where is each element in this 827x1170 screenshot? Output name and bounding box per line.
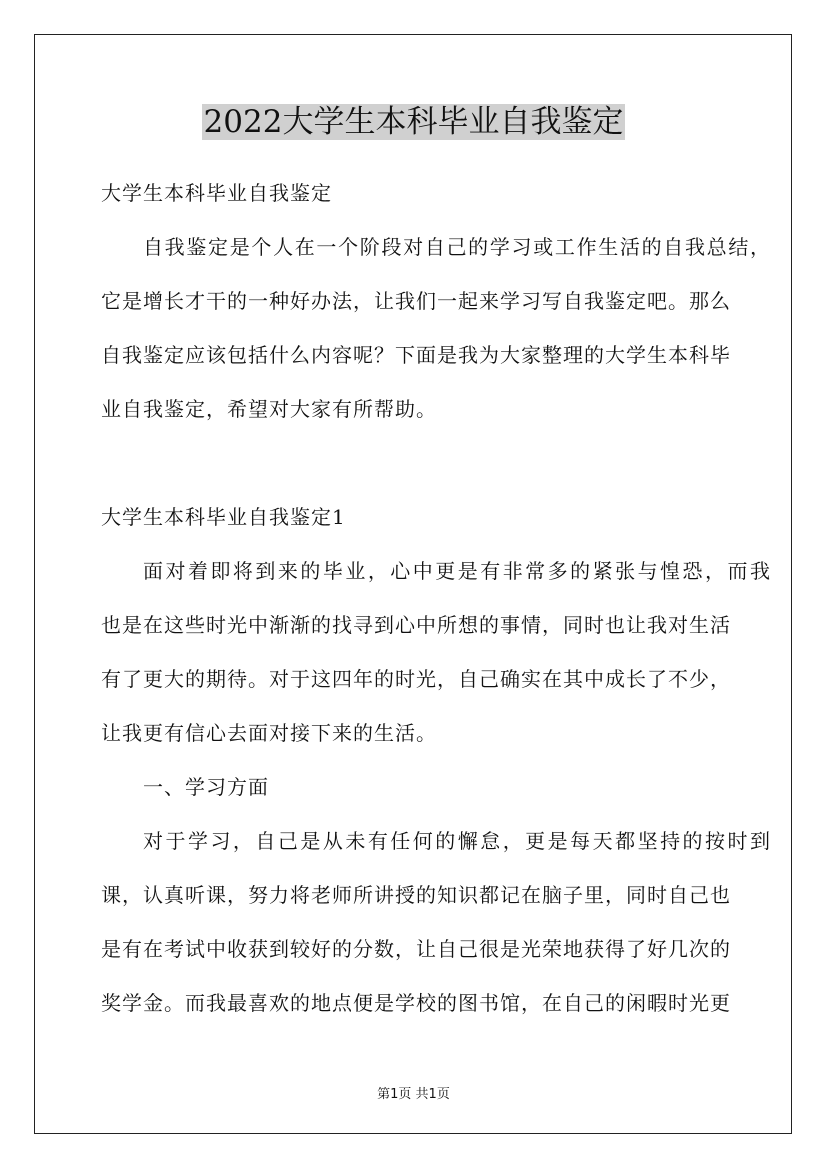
page-footer: 第1页 共1页 [377,1087,450,1102]
paragraph-line: 业自我鉴定，希望对大家有所帮助。 [101,397,437,421]
paragraph-line: 是有在考试中收获到较好的分数，让自己很是光荣地获得了好几次的 [101,937,731,961]
subtitle-line: 大学生本科毕业自我鉴定 [101,181,332,205]
paragraph-line: 面对着即将到来的毕业，心中更是有非常多的紧张与惶恐，而我 [143,559,771,583]
paragraph-line: 它是增长才干的一种好办法，让我们一起来学习写自我鉴定吧。那么 [101,289,731,313]
paragraph-line: 自我鉴定应该包括什么内容呢？下面是我为大家整理的大学生本科毕 [101,343,731,367]
paragraph-line: 对于学习，自己是从未有任何的懈怠，更是每天都坚持的按时到 [143,829,771,853]
document-title [0,100,827,144]
paragraph-line: 让我更有信心去面对接下来的生活。 [101,721,437,745]
paragraph-line: 自我鉴定是个人在一个阶段对自己的学习或工作生活的自我总结， [143,235,771,259]
paragraph-line: 课，认真听课，努力将老师所讲授的知识都记在脑子里，同时自己也 [101,883,731,907]
paragraph-line: 奖学金。而我最喜欢的地点便是学校的图书馆，在自己的闲暇时光更 [101,991,731,1015]
subsection-heading: 一、学习方面 [143,775,269,799]
document-title-text: 2022大学生本科毕业自我鉴定 [203,104,624,140]
paragraph-line: 也是在这些时光中渐渐的找寻到心中所想的事情，同时也让我对生活 [101,613,731,637]
blank-line [101,436,741,490]
section-heading: 大学生本科毕业自我鉴定1 [101,505,346,529]
document-body [101,166,771,1030]
paragraph-line: 有了更大的期待。对于这四年的时光，自己确实在其中成长了不少， [101,667,731,691]
